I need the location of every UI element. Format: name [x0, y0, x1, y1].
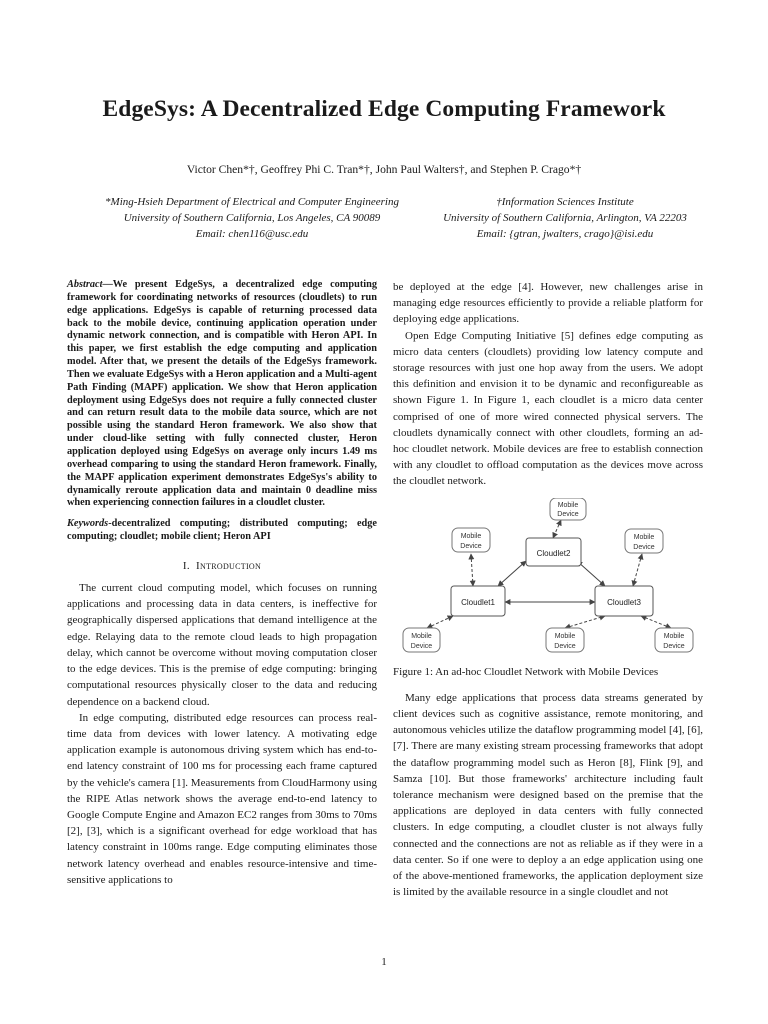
cloudlet1-node — [451, 586, 505, 616]
intro-paragraph-2: In edge computing, distributed edge resources can process real-time data from devices with lower latency. A motivating edge application example is autonomous driving system which has end-to-end latency constraint of 100 ms for processing each frame captured by the vehicle's camera [1]. Measurements from CloudHarmony using the RIPE Atlas network shows the average end-to-end latency to Google Compute Engine and Amazon EC2 ranges from 30ms to 70ms [2], [3], which is a significant overhead for edge workload that has latency constraint in 100ms range. Edge computing eliminates those network latency overhead and enables resource-intensive and time-sensitive applications to — [67, 711, 377, 886]
affiliation-line: University of Southern California, Arlington, VA 22203 — [443, 212, 687, 224]
affiliation-left — [62, 194, 442, 242]
mobile-device-bottom-right — [655, 628, 693, 652]
figure-1-caption: Figure 1: An ad-hoc Cloudlet Network with Mobile Devices — [393, 665, 659, 678]
keywords — [67, 518, 377, 544]
cloudlet3-node — [595, 586, 653, 616]
affiliation-line: *Ming-Hsieh Department of Electrical and Computer Engineering — [105, 196, 399, 208]
intro-paragraph-1: The current cloud computing model, which focuses on running applications and processing data in data centers, is ineffective for geographically dispersed applications that demand intelligence at the edge. Relaying data to the remote cloud leads to high propagation delay, which cannot be overcome without moving computation closer to the edge devices. This is the premise of edge computing: bringing computational resources physically closer to the data and reducing dependence on a backend cloud. — [67, 582, 377, 708]
affiliation-line: University of Southern California, Los Angeles, CA 90089 — [123, 212, 381, 224]
mobile-device-bottom-left — [403, 628, 440, 652]
link-device-cloudlet3-bottom-left — [565, 616, 605, 628]
figure-1-diagram — [393, 498, 703, 658]
cloudlet2-node — [526, 538, 581, 566]
affiliation-right — [400, 194, 730, 242]
intro-paragraph-4: Open Edge Computing Initiative [5] defines edge computing as micro data centers (cloudlets) providing low latency compute and storage resources with just one hop away from the users. We adopt this definition and envision it to be dynamic and reconfigureable as shown Figure 1. In Figure 1, each cloudlet is a micro data center comprised of one of more wired connected physical servers. The cloudlets dynamically connect with other cloudlets, forming an ad-hoc cloudlet network. Mobile devices are free to establish connection with any cloudlet to offload computation as the devices move across the cloudlet network. — [393, 329, 703, 488]
affiliation-line: †Information Sciences Institute — [496, 196, 634, 208]
affiliation-email: Email: chen116@usc.edu — [195, 228, 309, 240]
keywords-lead: Keywords — [67, 518, 109, 530]
mobile-device-top — [550, 498, 586, 520]
link-device-cloudlet1-bottom — [427, 616, 453, 628]
author-list: Victor Chen*†, Geoffrey Phi C. Tran*†, John Paul Walters†, and Stephen P. Crago*† — [186, 163, 582, 176]
cloudlet-network-svg — [393, 498, 703, 658]
link-device-cloudlet3-top — [633, 554, 642, 586]
device-label-line2: Device — [554, 642, 576, 650]
affiliation-email: Email: {gtran, jwalters, crago}@isi.edu — [476, 228, 654, 240]
keywords-text: -decentralized computing; distributed computing; edge computing; cloudlet; mobile client; Heron API — [67, 518, 377, 543]
section-title: Introduction — [196, 559, 262, 572]
left-column — [67, 279, 377, 888]
link-cloudlet2-cloudlet3 — [577, 561, 605, 586]
device-label-line1: Mobile — [460, 532, 482, 540]
link-device-cloudlet2-top — [553, 520, 561, 538]
device-label-line1: Mobile — [411, 632, 432, 640]
intro-paragraph-3: be deployed at the edge [4]. However, new challenges arise in managing edge resources efficiently to provide a reliable platform for deploying edge applications. — [393, 281, 703, 326]
intro-paragraph-5: Many edge applications that process data streams generated by client devices such as cognitive assistance, remote monitoring, and autonomous vehicles utilize the dataflow programming model [4], [6], [7]. There are many existing stream processing frameworks that adopt the dataflow programming model such as Heron [8], Flink [9], and Samza [10]. But those frameworks' architecture including fault tolerance mechanism were designed based on the premise that the applications are deployed in data centers with fully connected clusters. In edge computing, a cloudlet cluster is not always fully connected and the connections are not as reliable as if they were in a data center. So if one were to deploy a an edge application using one of the above-mentioned frameworks, the application deployment size is limited by the available resource in a single cloudlet and not — [393, 691, 703, 899]
mobile-device-right-top — [625, 529, 663, 553]
mobile-device-bottom-middle — [546, 628, 584, 652]
device-label-line2: Device — [633, 543, 655, 551]
device-label-line1: Mobile — [663, 632, 685, 640]
device-label-line2: Device — [557, 510, 579, 518]
abstract-text: —We present EdgeSys, a decentralized edge computing framework for coordinating networks of resources (cloudlets) to run edge applications. EdgeSys is capable of returning processed data back to the mobile device, continuing application operation under dynamic network connection, and is compatible with Heron API. In this paper, we first establish the edge computing and application model. After that, we present the details of the EdgeSys framework. Then we evaluate EdgeSys with a Heron application and a Multi-agent Path Finding (MAPF) application. We show that Heron application deployment using EdgeSys does not require a fully connected cluster and can return result data to the mobile data source, which are not possible using the standard Heron framework. We also show that under cloud-like setting with fully connected cluster, Heron application deployed using EdgeSys on average only incurs 1.49 ms overhead comparing to using the standard Heron framework. Finally, the MAPF application experiment demonstrates EdgeSys's ability to dynamically reroute application data and maintain 0 deadline miss when experiencing connection failures in a cloudlet cluster. — [67, 279, 377, 509]
cloudlet1-label: Cloudlet1 — [461, 597, 495, 607]
link-device-cloudlet1-top — [471, 554, 473, 586]
device-label-line1: Mobile — [557, 501, 579, 509]
device-label-line2: Device — [410, 642, 433, 650]
mobile-device-left-top — [452, 528, 490, 552]
link-device-cloudlet3-bottom-right — [641, 616, 671, 628]
device-label-line2: Device — [663, 642, 685, 650]
abstract — [67, 279, 377, 510]
cloudlet3-label: Cloudlet3 — [607, 597, 641, 607]
device-label-line2: Device — [460, 542, 482, 550]
right-column — [393, 279, 703, 900]
abstract-lead: Abstract — [67, 279, 103, 290]
link-cloudlet1-cloudlet2 — [498, 561, 526, 586]
paper-title: EdgeSys: A Decentralized Edge Computing Framework — [102, 96, 666, 122]
cloudlet2-label: Cloudlet2 — [536, 548, 571, 558]
page-number: 1 — [381, 956, 387, 968]
device-label-line1: Mobile — [554, 632, 576, 640]
device-label-line1: Mobile — [633, 533, 655, 541]
section-number: I. — [182, 559, 190, 572]
section-heading — [67, 558, 377, 574]
